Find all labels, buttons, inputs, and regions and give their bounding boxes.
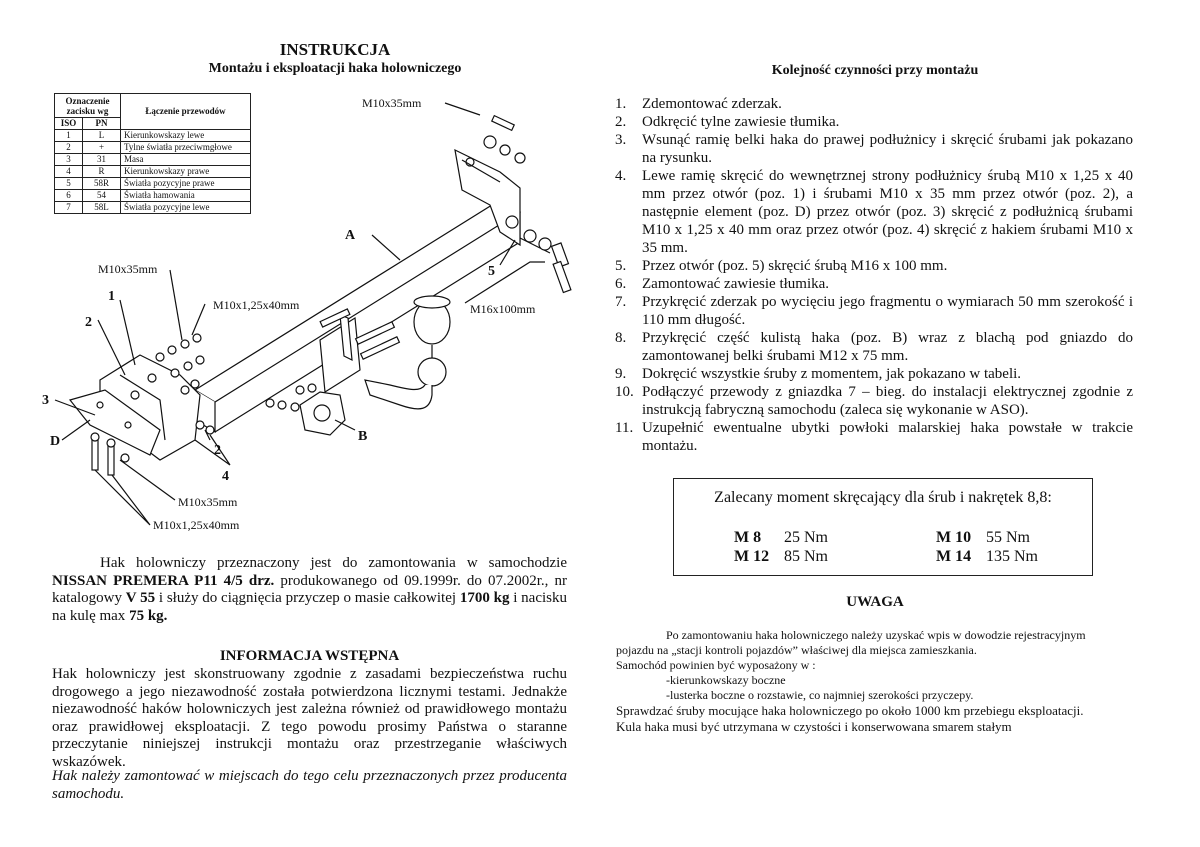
label-2-left: 2	[85, 315, 92, 330]
list-item	[615, 95, 1133, 113]
list-item	[615, 113, 1133, 131]
wiring-header-iso: ISO	[55, 118, 83, 130]
label-4: 4	[222, 469, 229, 484]
label-m10x35-top: M10x35mm	[362, 96, 422, 110]
step-number: 9.	[615, 366, 627, 382]
list-item	[615, 329, 1133, 365]
step-text: Przykręcić część kulistą haka (poz. B) wraz z blachą pod gniazdo do zamontowanej belki śrubami M12 x 75 mm.	[642, 330, 1133, 364]
torque-heading: Zalecany moment skręcający dla śrub i nakrętek 8,8:	[714, 489, 1052, 506]
list-item	[615, 131, 1133, 167]
table-cell: 4	[55, 166, 83, 178]
step-number: 3.	[615, 132, 627, 148]
steps-list	[615, 95, 1133, 455]
table-cell: 6	[55, 190, 83, 202]
list-item	[615, 293, 1133, 329]
table-cell: 58L	[83, 202, 121, 214]
torque-m14	[936, 548, 1038, 566]
uwaga-line-6: Sprawdzać śruby mocujące haka holowniczego po około 1000 km przebiegu eksploatacji.	[616, 703, 1084, 718]
table-cell: Światła pozycyjne prawe	[121, 178, 251, 190]
table-cell: 2	[55, 142, 83, 154]
torque-m14-label: M 14	[936, 548, 972, 565]
step-number: 2.	[615, 114, 627, 130]
torque-m12	[734, 548, 828, 566]
towbar-diagram	[0, 0, 620, 545]
label-3: 3	[42, 393, 49, 408]
intro-text-4: i nacisku na kulę max	[52, 590, 567, 624]
torque-m14-value: 135 Nm	[986, 548, 1038, 565]
torque-m10	[936, 529, 1030, 547]
table-cell: 7	[55, 202, 83, 214]
table-cell: Kierunkowskazy prawe	[121, 166, 251, 178]
label-d: D	[50, 434, 61, 449]
step-number: 4.	[615, 168, 627, 184]
list-item	[615, 275, 1133, 293]
list-item	[615, 257, 1133, 275]
table-cell: Światła hamowania	[121, 190, 251, 202]
torque-m12-label: M 12	[734, 548, 770, 565]
torque-m8-label: M 8	[734, 529, 762, 546]
label-m10x125-mid: M10x1,25x40mm	[213, 298, 300, 312]
list-item	[615, 419, 1133, 455]
step-number: 5.	[615, 258, 627, 274]
intro-text-2: produkowanego od 09.1999r. do 07.2002r., nr katalogowy	[52, 572, 567, 606]
step-text: Lewe ramię skręcić do wewnętrznej strony podłużnicy śrubą M10 x 1,25 x 40 mm przez otwór (poz. 1) i śrubami M10 x 35 mm przez otwór (poz. 2), a następnie element (poz. D) przez otwór (poz. 3) skręcić z podłużnicą śrubami M10 x 1,25 x 40 mm oraz przez otwór (poz. 4) skręcić z hakiem śrubami M10 x 35 mm.	[642, 168, 1133, 256]
table-cell: 31	[83, 154, 121, 166]
step-text: Podłączyć przewody z gniazdka 7 – bieg. do instalacji elektrycznej zgodnie z instrukcją fabryczną samochodu (zaleca się wykonanie w ASO).	[642, 384, 1133, 418]
intro-mass: 1700 kg	[459, 590, 510, 606]
label-b: B	[358, 429, 368, 444]
info-heading: INFORMACJA WSTĘPNA	[219, 648, 400, 664]
steps-heading: Kolejność czynności przy montażu	[771, 63, 979, 78]
intro-catalog-number: V 55	[125, 590, 156, 606]
torque-m10-value: 55 Nm	[986, 529, 1030, 546]
torque-box	[673, 478, 1093, 576]
table-cell: 5	[55, 178, 83, 190]
uwaga-line-2: pojazdu na „stacji kontroli pojazdów” właściwej dla miejsca zamieszkania.	[616, 643, 977, 657]
table-cell: 54	[83, 190, 121, 202]
table-cell: 58R	[83, 178, 121, 190]
uwaga-line-5: -lusterka boczne o rozstawie, co najmniej szerokości przyczepy.	[666, 688, 974, 702]
torque-m10-label: M 10	[936, 529, 972, 546]
list-item	[615, 167, 1133, 257]
step-number: 8.	[615, 330, 627, 346]
torque-m8-value: 25 Nm	[784, 529, 828, 546]
table-cell: +	[83, 142, 121, 154]
label-m16: M16x100mm	[470, 302, 536, 316]
uwaga-line-1: Po zamontowaniu haka holowniczego należy uzyskać wpis w dowodzie rejestracyjnym	[666, 628, 1086, 642]
table-cell: L	[83, 130, 121, 142]
info-body: Hak holowniczy jest skonstruowany zgodnie z zasadami bezpieczeństwa ruchu drogowego a jego niezawodność została potwierdzona licznymi testami. Jednakże niezawodność haków holowniczych jest zależna również od prawidłowego montażu oraz prawidłowej eksploatacji. Z tego powodu prosimy Państwa o staranne przeczytanie niniejszej instrukcji montażu oraz przestrzeganie właściwych wskazówek.	[52, 666, 567, 770]
label-5: 5	[488, 264, 495, 279]
intro-car-model: NISSAN PREMERA P11 4/5 drz.	[52, 572, 275, 589]
intro-text-1: Hak holowniczy przeznaczony jest do zamontowania w samochodzie	[100, 555, 567, 571]
table-cell: Kierunkowskazy lewe	[121, 130, 251, 142]
label-a: A	[345, 228, 356, 243]
page-title: INSTRUKCJA	[279, 40, 391, 59]
torque-m8	[734, 529, 828, 547]
wiring-header-desc: Łączenie przewodów	[121, 94, 251, 130]
table-cell: R	[83, 166, 121, 178]
wiring-header-pn: PN	[83, 118, 121, 130]
step-text: Odkręcić tylne zawiesie tłumika.	[642, 114, 840, 130]
intro-text-3: i służy do ciągnięcia przyczep o masie całkowitej	[155, 590, 460, 606]
uwaga-line-4: -kierunkowskazy boczne	[666, 673, 786, 687]
label-m10x125-bottom: M10x1,25x40mm	[153, 518, 240, 532]
step-number: 6.	[615, 276, 627, 292]
step-number: 11.	[615, 420, 634, 436]
step-text: Zdemontować zderzak.	[642, 96, 782, 112]
step-text: Zamontować zawiesie tłumika.	[642, 276, 830, 292]
step-number: 1.	[615, 96, 627, 112]
list-item	[615, 365, 1133, 383]
intro-paragraph	[52, 555, 567, 625]
table-cell: 3	[55, 154, 83, 166]
table-cell: 1	[55, 130, 83, 142]
label-1: 1	[108, 289, 115, 304]
table-cell: Tylne światła przeciwmgłowe	[121, 142, 251, 154]
list-item	[615, 383, 1133, 419]
step-text: Wsunąć ramię belki haka do prawej podłużnicy i skręcić śrubami jak pokazano na rysunku.	[642, 132, 1133, 166]
page-subtitle: Montażu i eksploatacji haka holowniczego	[208, 61, 462, 76]
uwaga-line-3: Samochód powinien być wyposażony w :	[616, 658, 816, 672]
step-text: Przykręcić zderzak po wycięciu jego fragmentu o wymiarach 50 mm szerokość i 110 mm długość.	[642, 294, 1133, 328]
torque-m12-value: 85 Nm	[784, 548, 828, 565]
step-text: Uzupełnić ewentualne ubytki powłoki malarskiej haka powstałe w trakcie montażu.	[642, 420, 1133, 454]
step-text: Dokręcić wszystkie śruby z momentem, jak pokazano w tabeli.	[642, 366, 1022, 382]
uwaga-line-7: Kula haka musi być utrzymana w czystości i konserwowana smarem stałym	[616, 719, 1012, 734]
wiring-header-group: Oznaczenie zacisku wg	[55, 94, 121, 118]
step-number: 10.	[615, 384, 634, 400]
table-cell: Masa	[121, 154, 251, 166]
intro-load: 75 kg.	[129, 607, 168, 624]
info-italic-note: Hak należy zamontować w miejscach do tego celu przeznaczonych przez producenta samochodu.	[52, 768, 567, 802]
step-text: Przez otwór (poz. 5) skręcić śrubą M16 x 100 mm.	[642, 258, 948, 274]
step-number: 7.	[615, 294, 627, 310]
label-2-bottom: 2	[214, 443, 221, 458]
label-m10x35-bottom: M10x35mm	[178, 495, 238, 509]
label-m10x35-left: M10x35mm	[98, 262, 158, 276]
uwaga-heading: UWAGA	[846, 594, 904, 610]
table-cell: Światła pozycyjne lewe	[121, 202, 251, 214]
